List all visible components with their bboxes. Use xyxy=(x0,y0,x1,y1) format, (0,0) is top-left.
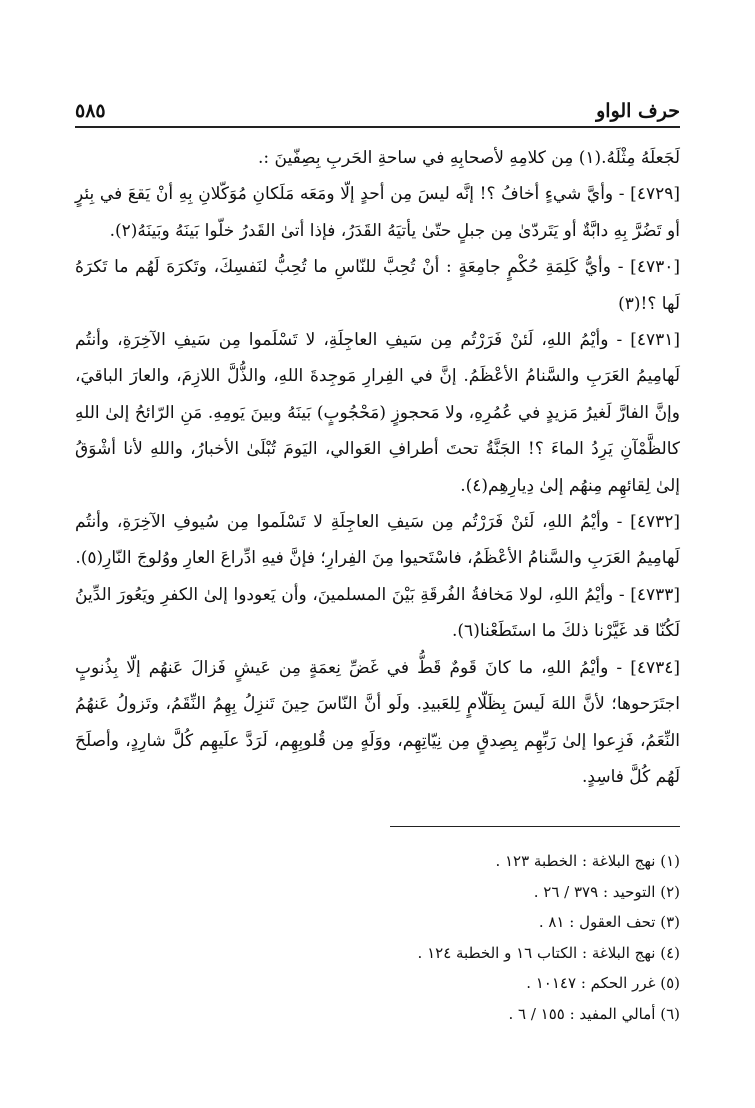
footnote: (٥) غرر الحكم : ١٠١٤٧ . xyxy=(526,974,680,992)
page-header xyxy=(75,88,680,122)
footnote: (٤) نهج البلاغة : الكتاب ١٦ و الخطبة ١٢٤ . xyxy=(417,943,680,962)
paragraph: لَجَعلَهُ مِثْلَهُ.(١) مِن كلامِهِ لأصحابِهِ في ساحةِ الحَربِ بِصِفّينَ :. xyxy=(257,148,680,168)
footnote: (٦) أمالي المفيد : ١٥٥ / ٦ . xyxy=(508,1004,680,1023)
paragraph: [٤٧٣٤] - وأيْمُ اللهِ، ما كانَ قَومٌ قَطُّ في غَضِّ نِعمَةٍ مِن عَيشٍ فَزالَ عَنهُم إلّا بِذُنوبٍ اجتَرَحوها؛ لأنَّ اللهَ لَيسَ بِظَلّامٍ لِلعَبيدِ. ولَو أنَّ النّاسَ حِينَ تَنزِلُ بِهِمُ النِّقَمُ، وتَزولُ عَنهُمُ النِّعَمُ، فَزِعوا إلىٰ رَبِّهِم بِصِدقٍ مِن نِيّاتِهِم، ووَلَهٍ مِن قُلوبِهِم، لَرَدَّ علَيهِم كُلَّ شارِدٍ، وأصلَحَ لَهُم كُلَّ فاسِدٍ. xyxy=(75,657,680,787)
footnote-divider xyxy=(390,826,680,827)
main-text xyxy=(75,140,680,795)
running-title: حرف الواو xyxy=(596,100,680,122)
footnote: (٣) تحف العقول : ٨١ . xyxy=(538,913,680,931)
paragraph: [٤٧٢٩] - وأيَّ شيءٍ أخافُ ؟! إنَّه ليسَ مِن أحدٍ إلّا ومَعَه مَلَكانِ مُوَكّلانِ بِهِ أنْ يَقعَ في بِئرٍ أو تَضُرَّ بِهِ دابَّةٌ أو يَتَردّىٰ مِن جبلٍ حتّىٰ يأتيَهُ القَدَرُ، فإذا أتىٰ القَدرُ خلّوا بَينَهُ وبَينَهُ(٢). xyxy=(75,184,680,241)
footnote: (٢) التوحيد : ٣٧٩ / ٢٦ . xyxy=(533,882,680,901)
page-number: ٥٨٥ xyxy=(75,100,106,122)
footnote: (١) نهج البلاغة : الخطبة ١٢٣ . xyxy=(495,852,680,870)
header-divider xyxy=(75,126,680,128)
paragraph: [٤٧٣٢] - وأيْمُ اللهِ، لَئنْ فَرَرْتُم مِن سَيفِ العاجِلَةِ لا تَسْلَموا مِن سُيوفِ الآخِرَةِ، وأنتُم لَهامِيمُ العَرَبِ والسَّنامُ الأعْظَمُ، فاسْتَحيوا مِنَ الفِرارِ؛ فإنَّ فيهِ ادِّراعَ العارِ ووُلوجَ النّارِ(٥). xyxy=(75,512,680,569)
paragraph: [٤٧٣٣] - وأيْمُ اللهِ، لولا مَخافةُ الفُرقَةِ بَيْنَ المسلمينَ، وأن يَعودوا إلىٰ الكفرِ ويَعُورَ الدِّينُ لَكُنّا قد غَيَّرْنا ذلكَ ما استَطَعْنا(٦). xyxy=(75,584,680,642)
paragraph: [٤٧٣٠] - وأيُّ كَلِمَةِ حُكْمٍ جامِعَةٍ : أنْ تُحِبَّ للنّاسِ ما تُحِبُّ لنَفسِكَ، وتَكرَهَ لَهُم ما تَكرَهُ لَها ؟!(٣) xyxy=(75,257,680,314)
paragraph: [٤٧٣١] - وأيْمُ اللهِ، لَئنْ فَرَرْتُم مِن سَيفِ العاجِلَةِ، لا تَسْلَموا مِن سَيفِ الآخِرَةِ، وأنتُم لَهامِيمُ العَرَبِ والسَّنامُ الأعْظَمُ. إنَّ في الفِرارِ مَوجِدةَ اللهِ، والذُّلَّ اللازِمَ، والعارَ الباقيَ، وإنَّ الفارَّ لَغيرُ مَزيدٍ في عُمُرِهِ، ولا مَحجوزٍ (مَحْجُوبٍ) بَينَهُ وبينَ يَومِهِ. مَنِ الرّائحُ إلىٰ اللهِ كالظَّمْآنِ يَرِدُ الماءَ ؟! الجَنَّةُ تحتَ أطرافِ العَوالي، اليَومَ تُبْلَىٰ الأخبارُ، واللهِ لأنا أشْوَقُ إلىٰ لِقائهِم مِنهُم إلىٰ دِيارِهِم(٤). xyxy=(75,330,680,496)
footnotes xyxy=(75,846,680,1029)
